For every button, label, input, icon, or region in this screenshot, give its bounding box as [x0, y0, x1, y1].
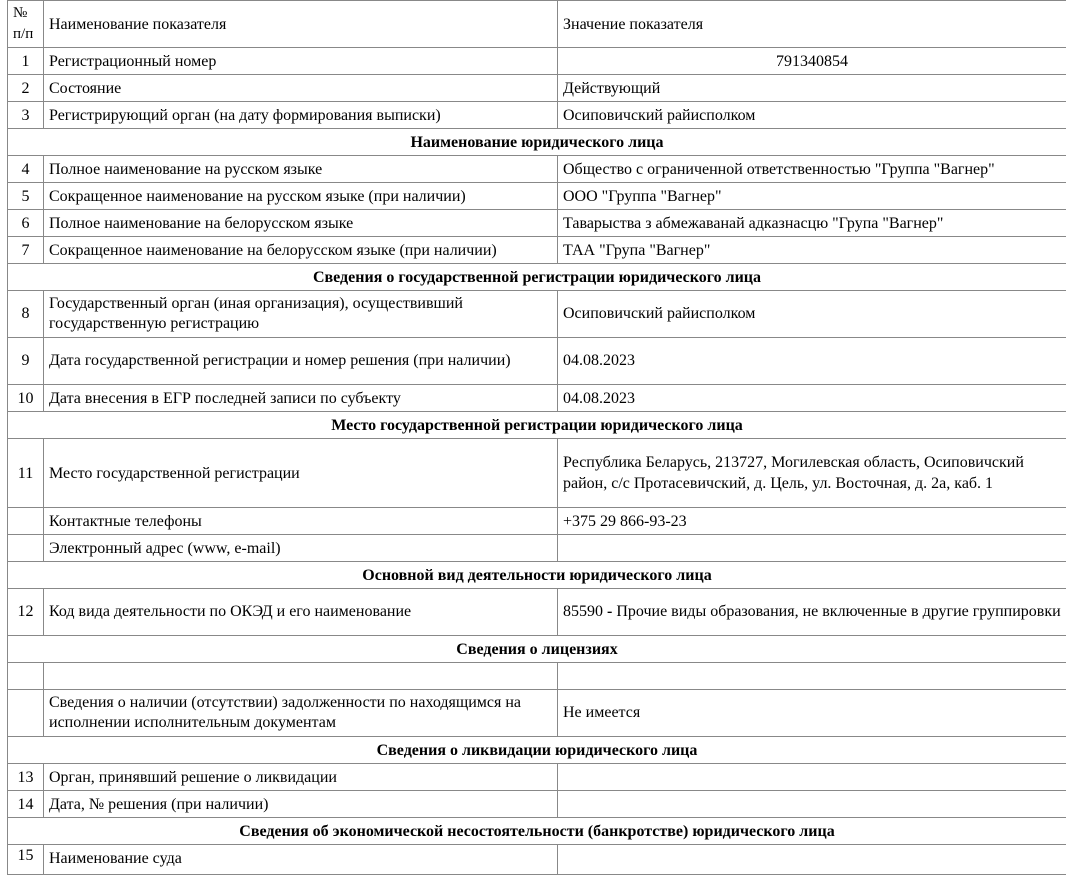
row-label: Дата внесения в ЕГР последней записи по субъекту [44, 385, 558, 412]
table-row [8, 237, 1066, 264]
table-header-row [8, 1, 1066, 48]
header-indicator-value: Значение показателя [558, 1, 1066, 48]
table-row [8, 338, 1066, 385]
row-label: Место государственной регистрации [44, 439, 558, 508]
row-label: Дата, № решения (при наличии) [44, 791, 558, 818]
row-value [558, 791, 1066, 818]
registration-number: 791340854 [558, 48, 1066, 75]
row-label: Регистрационный номер [44, 48, 558, 75]
section-title: Сведения о ликвидации юридического лица [8, 737, 1066, 764]
table-row-empty [8, 663, 1066, 690]
section-title: Сведения об экономической несостоятельности (банкротстве) юридического лица [8, 818, 1066, 845]
table-row [8, 75, 1066, 102]
registry-extract-table [7, 0, 1066, 875]
table-row [8, 102, 1066, 129]
code-separator: - [603, 603, 616, 620]
row-value: Осиповичский райисполком [558, 291, 1066, 338]
table-row [8, 845, 1066, 875]
row-number: 6 [8, 210, 44, 237]
section-header [8, 818, 1066, 845]
table-row [8, 791, 1066, 818]
empty-cell [558, 663, 1066, 690]
row-number-empty [8, 690, 44, 737]
section-title: Наименование юридического лица [8, 129, 1066, 156]
table-row [8, 156, 1066, 183]
row-number: 11 [8, 439, 44, 508]
row-label: Дата государственной регистрации и номер решения (при наличии) [44, 338, 558, 385]
empty-cell [8, 663, 44, 690]
row-value [558, 764, 1066, 791]
table-row [8, 439, 1066, 508]
table-row [8, 385, 1066, 412]
row-number: 4 [8, 156, 44, 183]
table-row [8, 210, 1066, 237]
section-header [8, 129, 1066, 156]
activity-description: Прочие виды образования, не включенные в другие группировки [616, 603, 1060, 620]
row-label: Контактные телефоны [44, 508, 558, 535]
row-number: 3 [8, 102, 44, 129]
row-label: Состояние [44, 75, 558, 102]
section-header [8, 264, 1066, 291]
row-number-empty [8, 508, 44, 535]
row-label: Регистрирующий орган (на дату формирования выписки) [44, 102, 558, 129]
row-number-empty [8, 535, 44, 562]
row-value: Осиповичский райисполком [558, 102, 1066, 129]
row-number: 10 [8, 385, 44, 412]
row-value [558, 845, 1066, 875]
row-number: 2 [8, 75, 44, 102]
section-title: Основной вид деятельности юридического лица [8, 562, 1066, 589]
row-label: Государственный орган (иная организация), осуществивший государственную регистрацию [44, 291, 558, 338]
section-header [8, 412, 1066, 439]
row-value: ТАА "Група "Вагнер" [558, 237, 1066, 264]
table-row [8, 690, 1066, 737]
row-number: 8 [8, 291, 44, 338]
table-row [8, 535, 1066, 562]
row-value: Общество с ограниченной ответственностью "Группа "Вагнер" [558, 156, 1066, 183]
debt-value: Не имеется [558, 690, 1066, 737]
table-row [8, 291, 1066, 338]
empty-cell [44, 663, 558, 690]
row-label: Электронный адрес (www, e-mail) [44, 535, 558, 562]
row-label: Код вида деятельности по ОКЭД и его наименование [44, 589, 558, 636]
contact-phone: +375 29 866-93-23 [558, 508, 1066, 535]
row-label: Сведения о наличии (отсутствии) задолженности по находящимся на исполнении исполнительным документам [44, 690, 558, 737]
table-row [8, 48, 1066, 75]
row-label: Сокращенное наименование на русском языке (при наличии) [44, 183, 558, 210]
row-label: Полное наименование на белорусском языке [44, 210, 558, 237]
header-indicator-name: Наименование показателя [44, 1, 558, 48]
header-number: № п/п [8, 1, 44, 48]
row-label: Орган, принявший решение о ликвидации [44, 764, 558, 791]
row-number: 14 [8, 791, 44, 818]
status-value: Действующий [558, 75, 1066, 102]
email-value [558, 535, 1066, 562]
row-number: 7 [8, 237, 44, 264]
row-number: 15 [8, 845, 44, 875]
section-header [8, 737, 1066, 764]
row-label: Полное наименование на русском языке [44, 156, 558, 183]
table-row [8, 183, 1066, 210]
row-number: 5 [8, 183, 44, 210]
row-number: 9 [8, 338, 44, 385]
activity-value [558, 589, 1066, 636]
row-label: Наименование суда [44, 845, 558, 875]
row-value: 04.08.2023 [558, 385, 1066, 412]
row-value: 04.08.2023 [558, 338, 1066, 385]
row-number: 12 [8, 589, 44, 636]
section-title: Сведения о государственной регистрации юридического лица [8, 264, 1066, 291]
section-header [8, 562, 1066, 589]
section-title: Место государственной регистрации юридического лица [8, 412, 1066, 439]
row-label: Сокращенное наименование на белорусском языке (при наличии) [44, 237, 558, 264]
table-row [8, 764, 1066, 791]
table-row [8, 508, 1066, 535]
row-value: Таварыства з абмежаванай адказнасцю "Група "Вагнер" [558, 210, 1066, 237]
okved-code: 85590 [563, 603, 603, 620]
registration-address: Республика Беларусь, 213727, Могилевская область, Осиповичский район, с/с Протасевичский, д. Цель, ул. Восточная, д. 2а, каб. 1 [558, 439, 1066, 508]
row-number: 13 [8, 764, 44, 791]
section-header [8, 636, 1066, 663]
row-value: ООО "Группа "Вагнер" [558, 183, 1066, 210]
row-number: 1 [8, 48, 44, 75]
section-title: Сведения о лицензиях [8, 636, 1066, 663]
table-row [8, 589, 1066, 636]
